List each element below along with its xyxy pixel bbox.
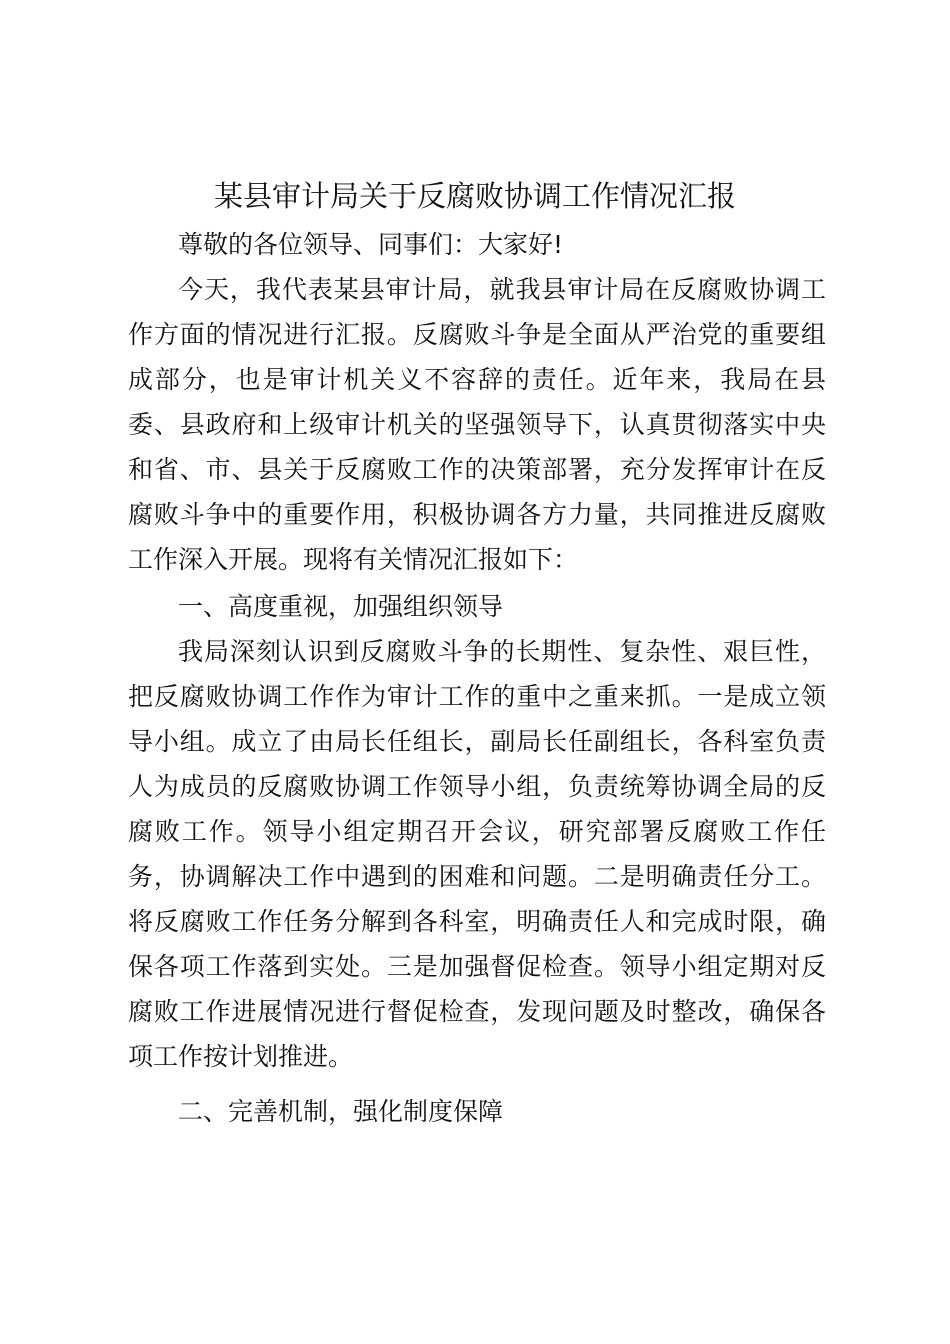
intro-paragraph: 今天，我代表某县审计局，就我县审计局在反腐败协调工作方面的情况进行汇报。反腐败斗争是全面从严治党的重要组成部分，也是审计机关义不容辞的责任。近年来，我局在县委、县政府和上级审计机关的坚强领导下，认真贯彻落实中央和省、市、县关于反腐败工作的决策部署，充分发挥审计在反腐败斗争中的重要作用，积极协调各方力量，共同推进反腐败工作深入开展。现将有关情况汇报如下： [128,275,826,574]
section-heading-1: 一、高度重视，加强组织领导 [178,592,504,621]
document-body [128,222,826,1134]
greeting-paragraph: 尊敬的各位领导、同事们：大家好! [178,230,564,259]
section-heading-2: 二、完善机制，强化制度保障 [178,1097,504,1126]
section-1-paragraph: 我局深刻认识到反腐败斗争的长期性、复杂性、艰巨性，把反腐败协调工作作为审计工作的重中之重来抓。一是成立领导小组。成立了由局长任组长，副局长任副组长，各科室负责人为成员的反腐败协调工作领导小组，负责统筹协调全局的反腐败工作。领导小组定期召开会议，研究部署反腐败工作任务，协调解决工作中遇到的困难和问题。二是明确责任分工。将反腐败工作任务分解到各科室，明确责任人和完成时限，确保各项工作落到实处。三是加强督促检查。领导小组定期对反腐败工作进展情况进行督促检查，发现问题及时整改，确保各项工作按计划推进。 [128,637,826,1071]
document-title: 某县审计局关于反腐败协调工作情况汇报 [213,179,736,213]
